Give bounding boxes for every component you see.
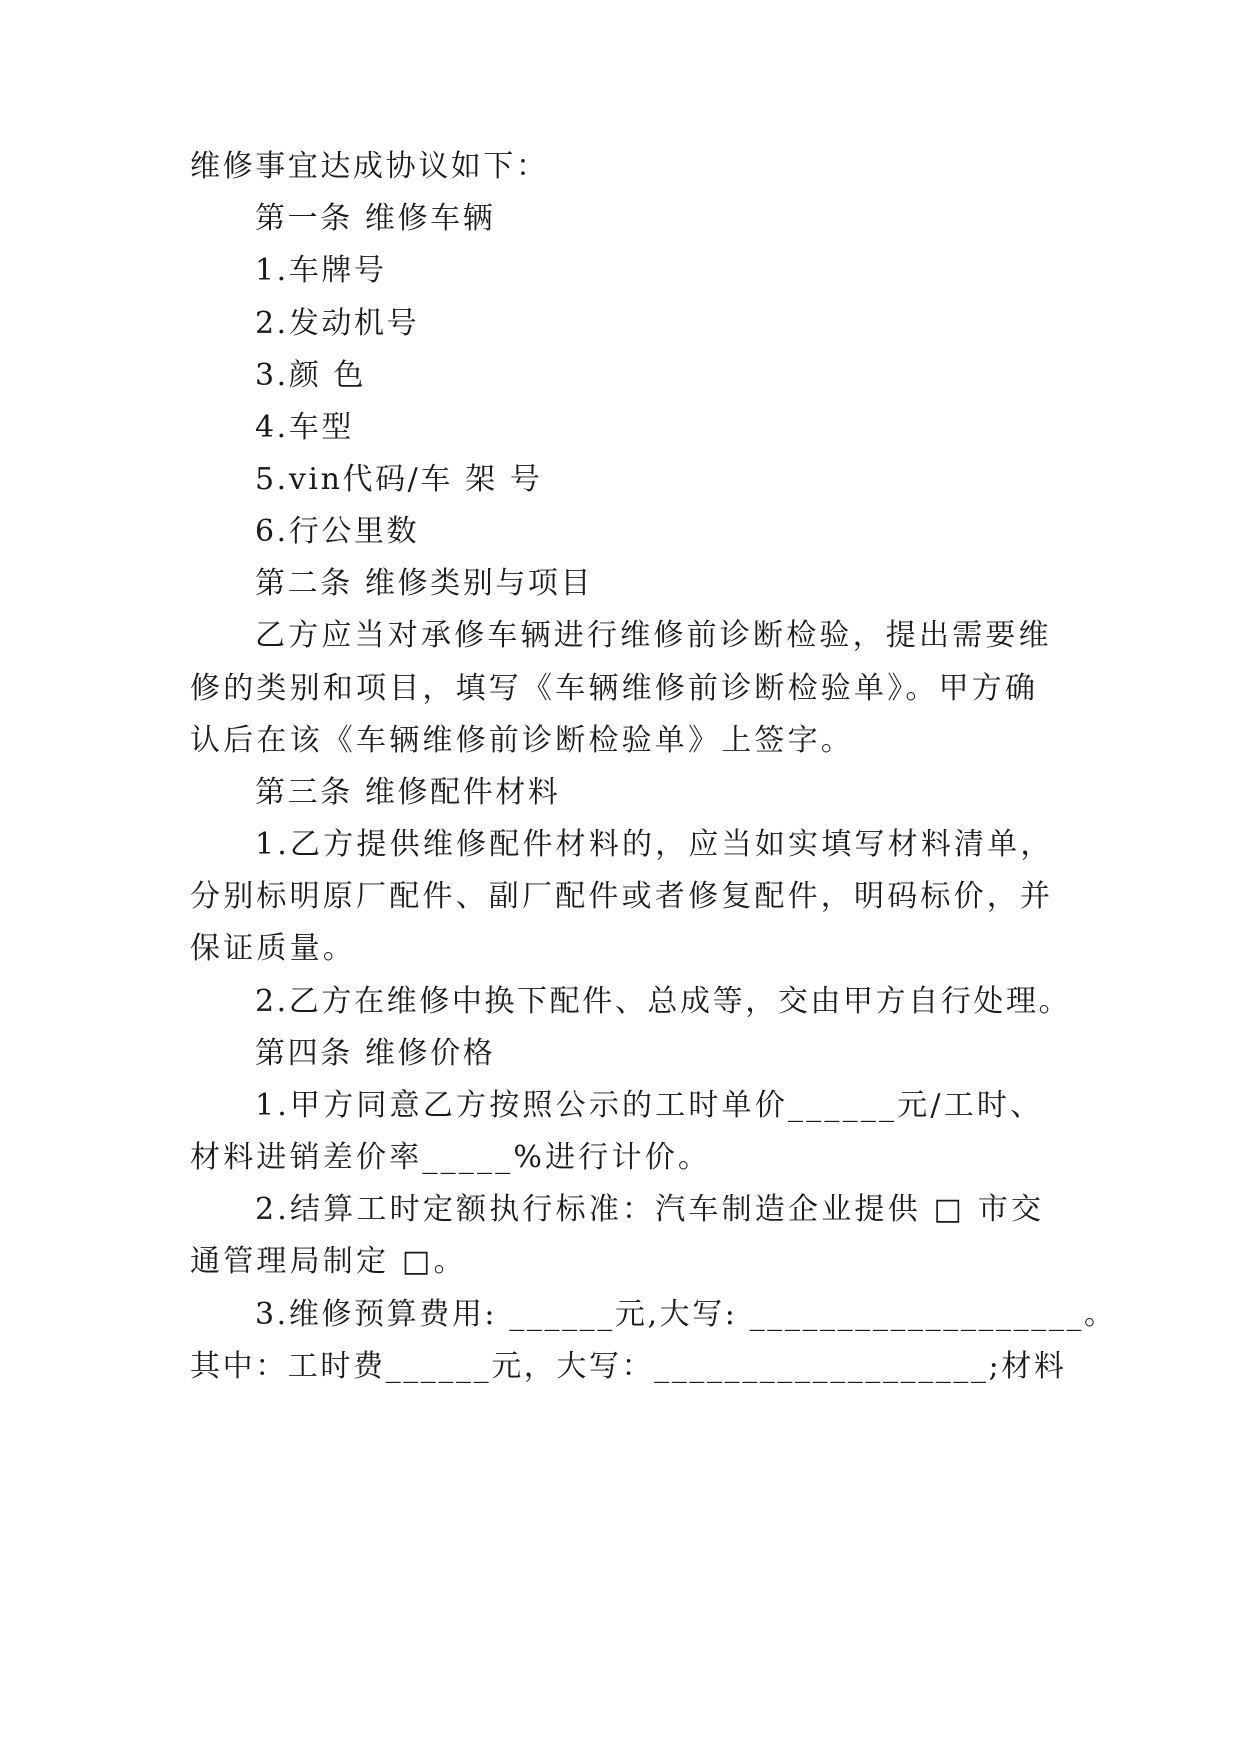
doc-line-article-4-item-1b: 材料进销差价率_____%进行计价。: [190, 1140, 712, 1175]
article-1-heading: 第一条 维修车辆: [255, 201, 496, 236]
doc-line-vin: 5.vin代码/车 架 号: [255, 462, 543, 497]
doc-line-engine-number: 2.发动机号: [255, 306, 420, 341]
doc-line-article-4-item-2a: 2.结算工时定额执行标准：汽车制造企业提供 □ 市交: [255, 1192, 1045, 1227]
doc-line-vehicle-model: 4.车型: [255, 410, 355, 445]
doc-line-article-4-item-2b: 通管理局制定 □。: [190, 1244, 467, 1279]
doc-line-article-3-p1: 1.乙方提供维修配件材料的，应当如实填写材料清单，: [255, 827, 1054, 862]
doc-line-article-3-p2: 分别标明原厂配件、副厂配件或者修复配件，明码标价，并: [190, 879, 1054, 914]
doc-line-article-4-item-3b: 其中：工时费______元，大写：___________________;材料: [190, 1349, 1067, 1384]
doc-line-intro: 维修事宜达成协议如下：: [190, 149, 549, 184]
doc-line-article-3-p3: 保证质量。: [190, 931, 356, 966]
doc-line-mileage: 6.行公里数: [255, 514, 420, 549]
article-4-heading: 第四条 维修价格: [255, 1036, 496, 1071]
doc-line-article-2-p2: 修的类别和项目，填写《车辆维修前诊断检验单》。甲方确: [190, 671, 1039, 706]
doc-line-article-4-item-1a: 1.甲方同意乙方按照公示的工时单价______元/工时、: [255, 1088, 1044, 1123]
article-3-heading: 第三条 维修配件材料: [255, 775, 561, 810]
doc-line-article-4-item-3a: 3.维修预算费用: ______元,大写: ___________________。: [255, 1297, 1117, 1332]
article-2-heading: 第二条 维修类别与项目: [255, 566, 594, 601]
doc-line-plate-number: 1.车牌号: [255, 253, 387, 288]
doc-line-article-3-item-2: 2.乙方在维修中换下配件、总成等，交由甲方自行处理。: [255, 984, 1072, 1019]
doc-line-color: 3.颜 色: [255, 358, 367, 393]
doc-line-article-2-p3: 认后在该《车辆维修前诊断检验单》上签字。: [190, 723, 854, 758]
doc-line-article-2-p1: 乙方应当对承修车辆进行维修前诊断检验，提出需要维: [255, 618, 1052, 653]
